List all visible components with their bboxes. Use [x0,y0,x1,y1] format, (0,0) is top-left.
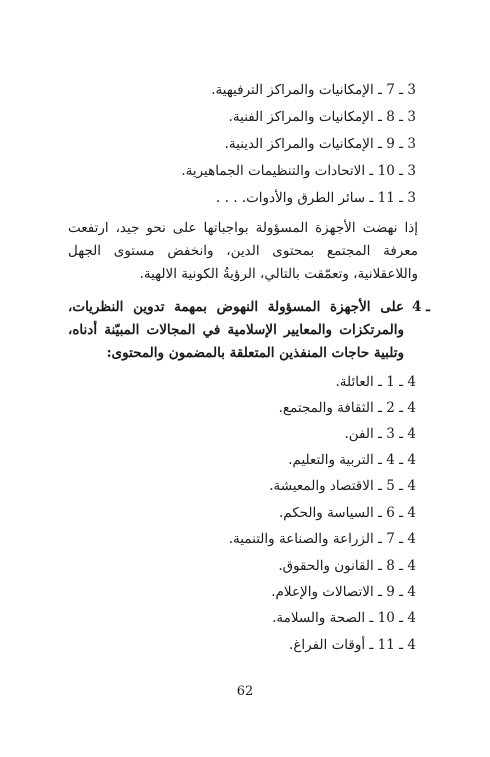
list-item-4-9: 4 ـ 9 ـ الاتصالات والإعلام. [271,584,416,600]
list-item-4-6: 4 ـ 6 ـ السياسة والحكم. [278,505,416,521]
list-item-4-11: 4 ـ 11 ـ أوقات الفراغ. [289,637,416,653]
list-item-4-5: 4 ـ 5 ـ الاقتصاد والمعيشة. [269,478,416,494]
paragraph-text: إذا نهضت الأجهزة المسؤولة بواجباتها على نحو جيد، ارتفعت معرفة المجتمع بمحتوى الدين، وانخفض مستوى الجهل واللاعقلانية، وتعمّقت بالتالي، الرؤيةُ الكونية الالهية. [68,220,418,282]
list-item-4-8: 4 ـ 8 ـ القانون والحقوق. [278,558,416,574]
section-number: 4 ـ [411,299,430,315]
list-item-3-9: 3 ـ 9 ـ الإمكانيات والمراكز الدينية. [224,136,416,152]
list-item-4-4: 4 ـ 4 ـ التربية والتعليم. [288,452,416,468]
section-heading [68,296,404,365]
list-item-4-7: 4 ـ 7 ـ الزراعة والصناعة والتنمية. [228,531,416,547]
list-item-4-2: 4 ـ 2 ـ الثقافة والمجتمع. [278,400,416,416]
list-item-4-10: 4 ـ 10 ـ الصحة والسلامة. [272,610,416,626]
list-item-3-7: 3 ـ 7 ـ الإمكانيات والمراكز الترفيهية. [211,82,416,98]
list-item-4-1: 4 ـ 1 ـ العائلة. [335,374,416,390]
section-heading-text: على الأجهزة المسؤولة النهوض بمهمة تدوين النظريات، والمرتكزات والمعايير الإسلامية في المجالات المبيّنة أدناه، وتلبية حاجات المنفذين المتعلقة بالمضمون والمحتوى: [68,299,404,361]
page-number: 62 [236,684,254,699]
list-item-3-8: 3 ـ 8 ـ الإمكانيات والمراكز الفنية. [228,109,416,125]
list-item-4-3: 4 ـ 3 ـ الفن. [344,426,416,442]
body-paragraph [68,217,418,286]
list-item-3-10: 3 ـ 10 ـ الاتحادات والتنظيمات الجماهيرية. [181,163,416,179]
list-item-3-11: 3 ـ 11 ـ سائر الطرق والأدوات. . . . [216,190,416,206]
